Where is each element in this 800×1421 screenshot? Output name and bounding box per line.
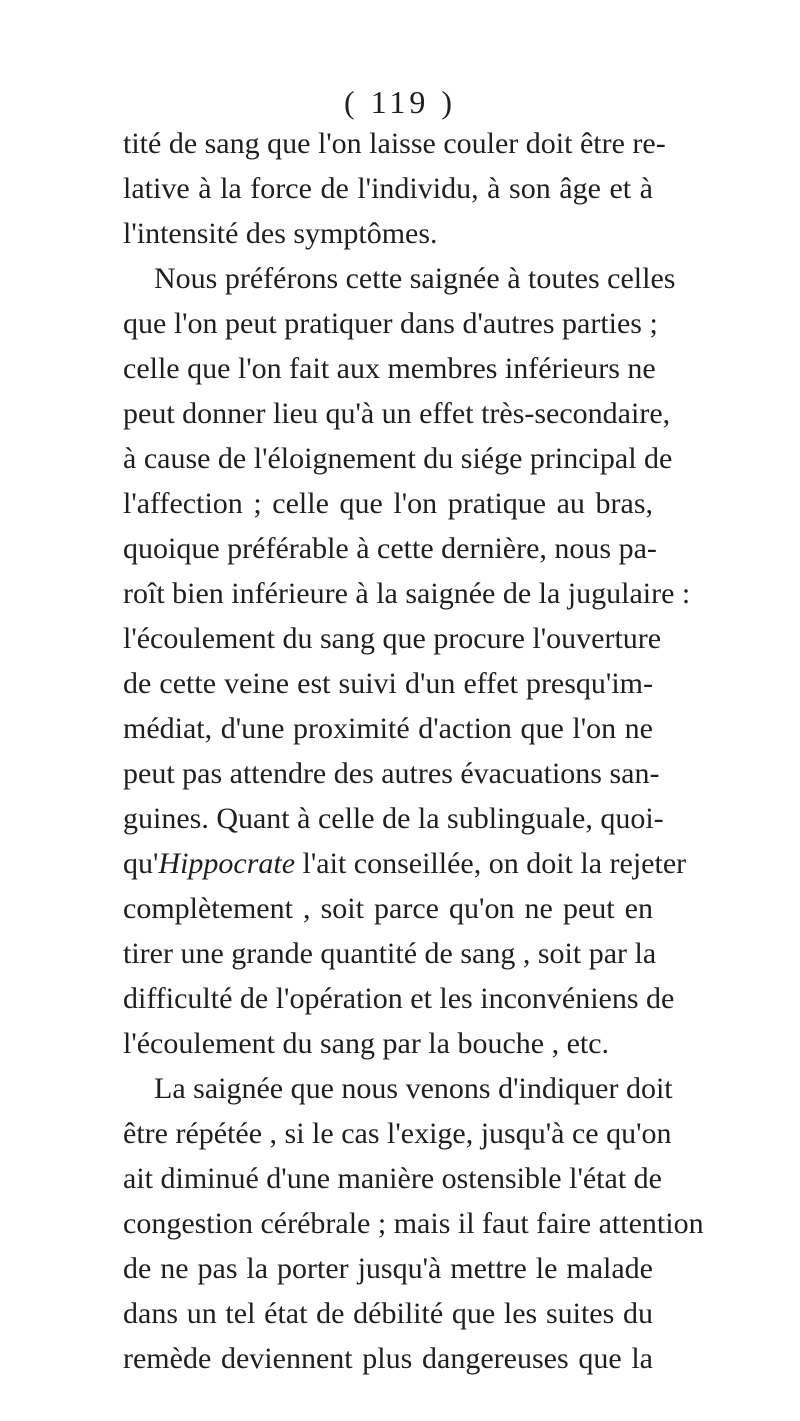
text-line-28: remède deviennent plus dangereuses que la	[123, 1342, 653, 1375]
text-line-21: l'écoulement du sang par la bouche , etc.	[123, 1027, 610, 1060]
text-line-10: quoique préférable à cette dernière, nous pa-	[123, 532, 657, 565]
text-line-22: La saignée que nous venons d'indiquer doit	[154, 1072, 673, 1105]
body-text	[123, 121, 704, 1381]
text-line-2: lative à la force de l'individu, à son âge et à	[123, 172, 653, 205]
text-line-7: peut donner lieu qu'à un effet très-secondaire,	[123, 397, 671, 430]
text-line-11: roît bien inférieure à la saignée de la jugulaire :	[123, 577, 691, 610]
hippocrate-name: Hippocrate	[158, 847, 296, 880]
text-line-24: ait diminué d'une manière ostensible l'état de	[123, 1162, 662, 1195]
text-line-3: l'intensité des symptômes.	[123, 217, 438, 250]
text-line-14: médiat, d'une proximité d'action que l'on ne	[123, 712, 653, 745]
text-line-27: dans un tel état de débilité que les suites du	[123, 1297, 653, 1330]
text-line-18: complètement , soit parce qu'on ne peut en	[123, 892, 653, 925]
text-line-25: congestion cérébrale ; mais il faut faire attention	[123, 1207, 704, 1240]
text-line-9: l'affection ; celle que l'on pratique au bras,	[123, 487, 653, 520]
text-line-12: l'écoulement du sang que procure l'ouverture	[123, 622, 662, 655]
text-line-8: à cause de l'éloignement du siége principal de	[123, 442, 673, 475]
text-line-20: difficulté de l'opération et les inconvéniens de	[123, 982, 675, 1015]
text-line-17	[123, 841, 687, 886]
page-number: ( 119 )	[343, 84, 457, 120]
text-line-1: tité de sang que l'on laisse couler doit être re-	[123, 127, 666, 160]
text-line-15: peut pas attendre des autres évacuations san-	[123, 757, 660, 790]
text-line-13: de cette veine est suivi d'un effet presqu'im-	[123, 667, 653, 700]
text-line-17-before: qu'	[123, 847, 159, 880]
text-line-26: de ne pas la porter jusqu'à mettre le malade	[123, 1252, 653, 1285]
text-line-17-after: l'ait conseillée, on doit la rejeter	[295, 847, 687, 880]
text-line-6: celle que l'on fait aux membres inférieurs ne	[123, 352, 656, 385]
text-line-23: être répétée , si le cas l'exige, jusqu'à ce qu'on	[123, 1117, 672, 1150]
text-line-19: tirer une grande quantité de sang , soit par la	[123, 937, 657, 970]
text-line-16: guines. Quant à celle de la sublinguale, quoi-	[123, 802, 664, 835]
text-line-5: que l'on peut pratiquer dans d'autres parties ;	[123, 307, 658, 340]
text-line-4: Nous préférons cette saignée à toutes celles	[154, 262, 676, 295]
